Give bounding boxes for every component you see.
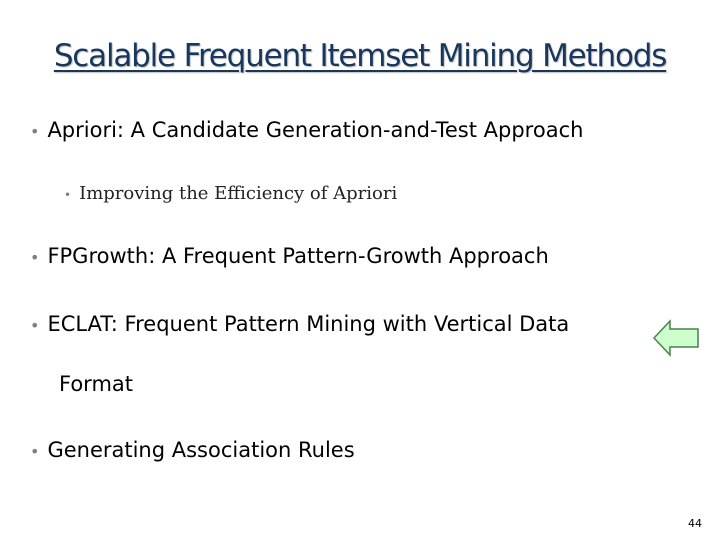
bullet-marker: • <box>30 442 40 461</box>
bullet-marker: • <box>64 188 72 202</box>
bullet-association-rules <box>30 438 355 462</box>
slide-title: Scalable Frequent Itemset Mining Methods <box>53 38 667 74</box>
page-number: 44 <box>688 517 702 530</box>
bullet-eclat <box>30 312 569 336</box>
bullet-eclat-continuation: Format <box>59 372 134 396</box>
bullet-text: FPGrowth: A Frequent Pattern-Growth Approach <box>47 244 549 268</box>
bullet-marker: • <box>30 248 40 267</box>
bullet-text: ECLAT: Frequent Pattern Mining with Vertical Data <box>47 312 570 336</box>
left-arrow-icon <box>652 318 700 358</box>
bullet-fpgrowth <box>30 244 549 268</box>
bullet-marker: • <box>30 122 40 141</box>
bullet-text: Apriori: A Candidate Generation-and-Test Approach <box>47 118 584 142</box>
bullet-text: Improving the Efficiency of Apriori <box>79 183 398 204</box>
sub-bullet-improving-efficiency <box>64 183 397 204</box>
bullet-marker: • <box>30 316 40 335</box>
bullet-text: Generating Association Rules <box>47 438 355 462</box>
bullet-apriori <box>30 118 583 142</box>
